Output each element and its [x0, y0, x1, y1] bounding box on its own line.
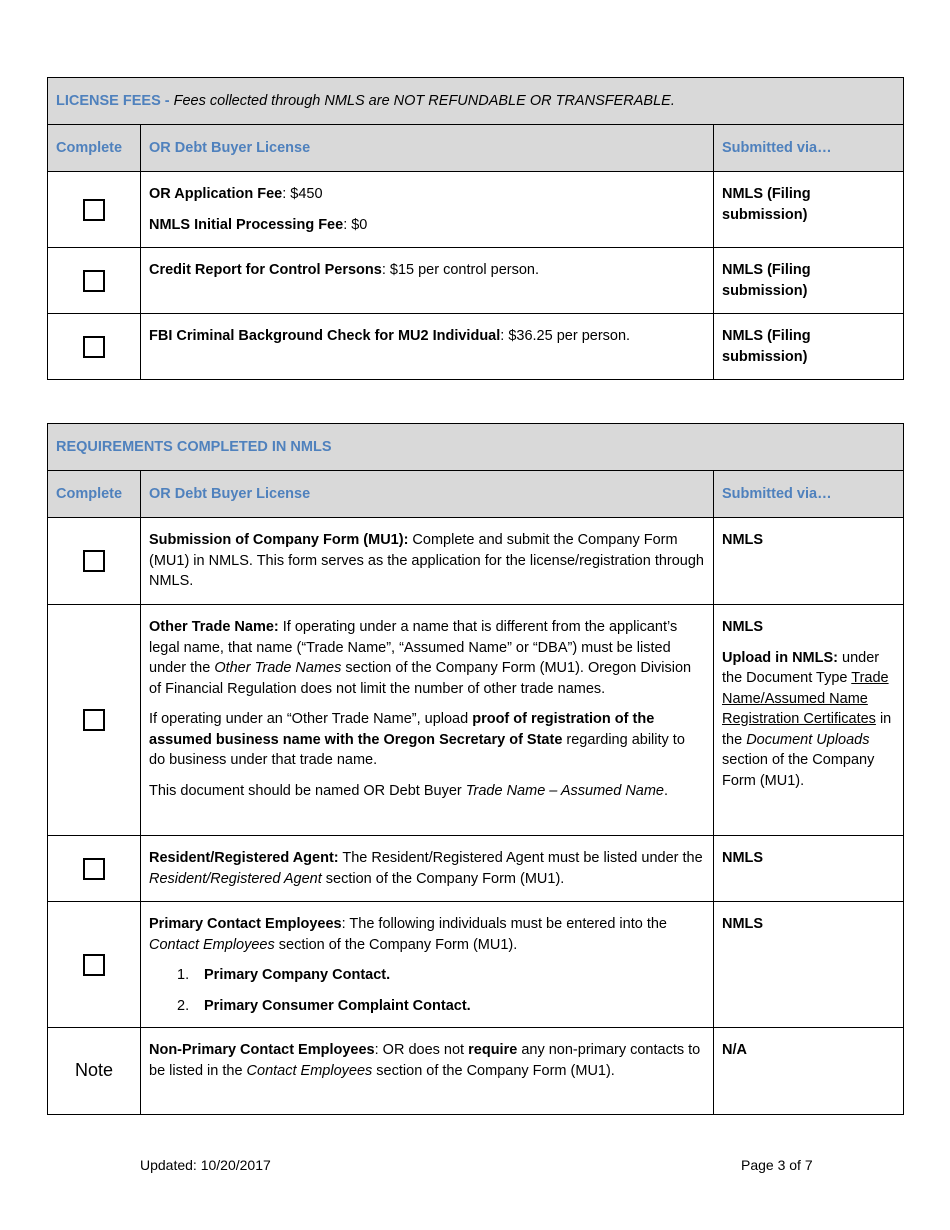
note-cell — [48, 1028, 141, 1115]
requirement-description: Other Trade Name: If operating under a name that is different from the applicant’s legal name, that name (“Trade Name”, “Assumed Name” or “DBA”) must be listed under the Other Trade Names section of the Company Form (MU1). Oregon Division of Financial Regulation does not limit the number of other trade names. If operating under an “Other Trade Name”, upload proof of registration of the assumed business name with the Oregon Secretary of State regarding ability to do business under that trade name. This document should be named OR Debt Buyer Trade Name – Assumed Name. — [141, 605, 714, 836]
submitted-via: NMLS (Filing submission) — [714, 172, 904, 248]
col-header-license: OR Debt Buyer License — [141, 471, 714, 518]
complete-checkbox[interactable] — [83, 336, 105, 358]
fee-value: : $0 — [343, 216, 368, 233]
table-row — [48, 605, 904, 836]
requirements-header-row — [48, 471, 904, 518]
complete-checkbox[interactable] — [83, 199, 105, 221]
submitted-via: NMLS Upload in NMLS: under the Document Type Trade Name/Assumed Name Registration Certificates in the Document Uploads section of the Company Form (MU1). — [714, 605, 904, 836]
requirement-description: Submission of Company Form (MU1): Complete and submit the Company Form (MU1) in NMLS. This form serves as the application for the license/registration through NMLS. — [141, 518, 714, 605]
checkbox-cell — [48, 902, 141, 1028]
col-header-via: Submitted via… — [714, 125, 904, 172]
submitted-via: NMLS — [714, 902, 904, 1028]
table-row — [48, 836, 904, 902]
submitted-via: N/A — [714, 1028, 904, 1115]
license-fees-title — [48, 78, 904, 125]
col-header-complete: Complete — [48, 125, 141, 172]
table-row — [48, 902, 904, 1028]
table-row — [48, 314, 904, 380]
checkbox-cell — [48, 605, 141, 836]
list-item: 1. Primary Company Contact. — [177, 967, 391, 983]
fee-label: Credit Report for Control Persons — [149, 262, 382, 278]
table-row — [48, 248, 904, 314]
requirement-description: Resident/Registered Agent: The Resident/Registered Agent must be listed under the Resident/Registered Agent section of the Company Form (MU1). — [141, 836, 714, 902]
table-row — [48, 1028, 904, 1115]
checkbox-cell — [48, 518, 141, 605]
document-type-link: Trade Name/Assumed Name Registration Certificates — [722, 670, 889, 727]
footer-updated: Updated: 10/20/2017 — [140, 1157, 271, 1173]
requirements-title-row — [48, 424, 904, 471]
fee-value: : $36.25 per person. — [500, 328, 631, 344]
complete-checkbox[interactable] — [83, 550, 105, 572]
fee-description — [141, 248, 714, 314]
submitted-via: NMLS (Filing submission) — [714, 248, 904, 314]
license-fees-table — [47, 77, 904, 380]
fee-description — [141, 172, 714, 248]
complete-checkbox[interactable] — [83, 954, 105, 976]
license-fees-header-row — [48, 125, 904, 172]
fee-value: : $15 per control person. — [381, 262, 540, 278]
submitted-via: NMLS — [714, 836, 904, 902]
footer-page-number: Page 3 of 7 — [741, 1157, 813, 1173]
col-header-license: OR Debt Buyer License — [141, 125, 714, 172]
checkbox-cell — [48, 248, 141, 314]
table-row — [48, 518, 904, 605]
license-fees-title-label: LICENSE FEES - — [56, 93, 174, 109]
fee-label: NMLS Initial Processing Fee — [149, 216, 344, 233]
table-row — [48, 172, 904, 248]
requirement-description: Non-Primary Contact Employees: OR does not require any non-primary contacts to be listed in the Contact Employees section of the Company Form (MU1). — [141, 1028, 714, 1115]
checkbox-cell — [48, 172, 141, 248]
license-fees-title-note: Fees collected through NMLS are NOT REFUNDABLE OR TRANSFERABLE. — [173, 93, 675, 109]
checkbox-cell — [48, 314, 141, 380]
col-header-via: Submitted via… — [714, 471, 904, 518]
note-label: Note — [74, 1059, 114, 1080]
requirements-table — [47, 423, 904, 1115]
complete-checkbox[interactable] — [83, 270, 105, 292]
license-fees-title-row — [48, 78, 904, 125]
fee-label: OR Application Fee — [149, 186, 283, 202]
submitted-via: NMLS (Filing submission) — [714, 314, 904, 380]
list-item: 2. Primary Consumer Complaint Contact. — [177, 997, 471, 1014]
fee-value: : $450 — [282, 186, 323, 202]
checkbox-cell — [48, 836, 141, 902]
submitted-via: NMLS — [714, 518, 904, 605]
requirement-description: Primary Contact Employees: The following individuals must be entered into the Contact Employees section of the Company Form (MU1). 1. Primary Company Contact. 2. Primary Consumer Complaint Contact. — [141, 902, 714, 1028]
complete-checkbox[interactable] — [83, 858, 105, 880]
col-header-complete: Complete — [48, 471, 141, 518]
complete-checkbox[interactable] — [83, 709, 105, 731]
fee-label: FBI Criminal Background Check for MU2 Individual — [149, 328, 501, 344]
requirements-title: REQUIREMENTS COMPLETED IN NMLS — [48, 424, 904, 471]
fee-description — [141, 314, 714, 380]
